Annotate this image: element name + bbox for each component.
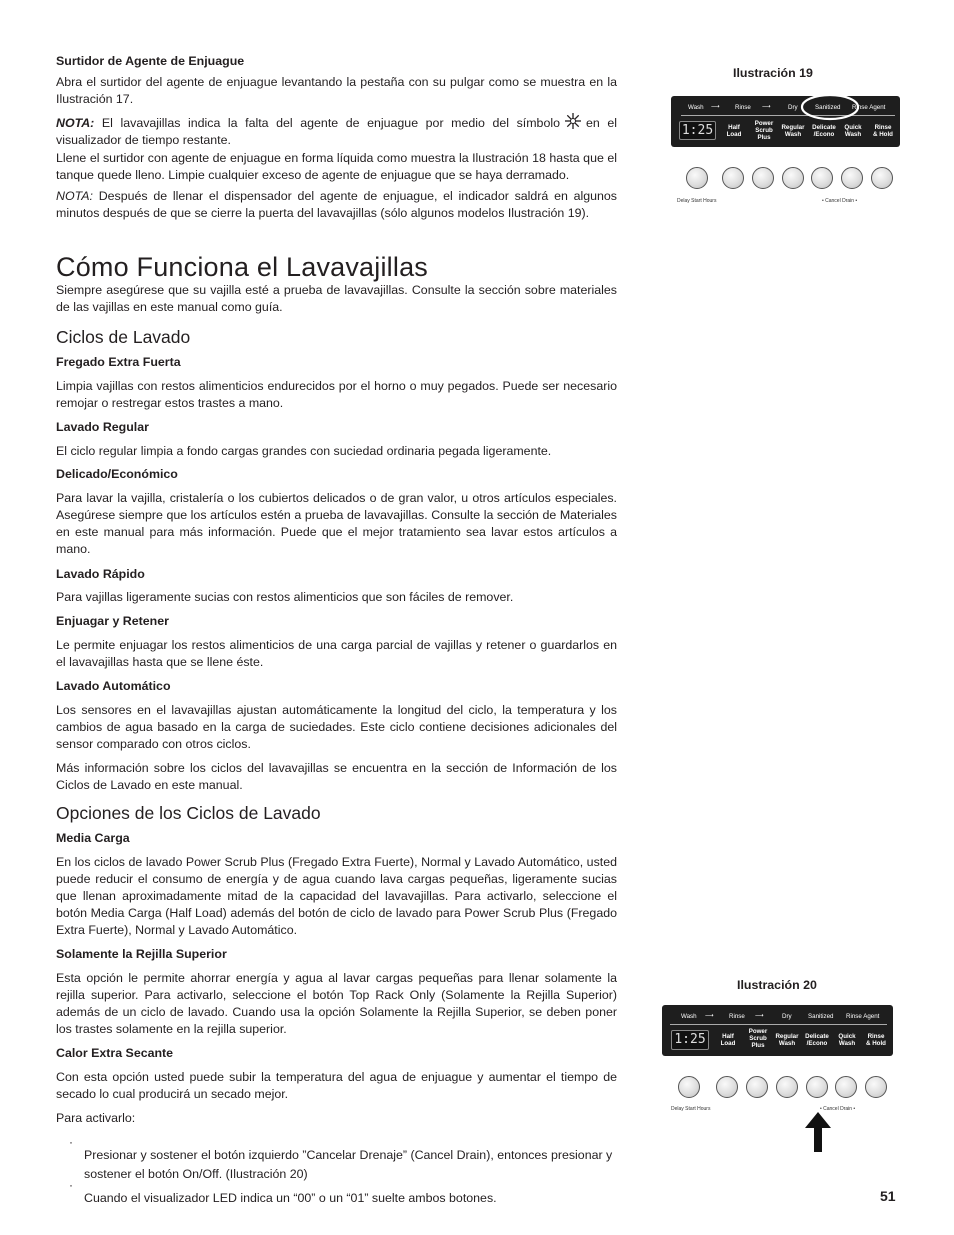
label-half-load: Half Load xyxy=(720,1033,736,1047)
arrow-icon: ⟶ xyxy=(705,1012,714,1019)
option-title: Solamente la Rejilla Superior xyxy=(56,947,227,961)
status-sanitized: Sanitized xyxy=(808,1013,834,1020)
rinse-hold-button[interactable] xyxy=(871,167,893,189)
delay-start-button[interactable] xyxy=(678,1076,700,1098)
label-rinse-hold: Rinse & Hold xyxy=(873,124,893,138)
options-heading: Opciones de los Ciclos de Lavado xyxy=(56,803,321,823)
status-rinse-agent: Rinse Agent xyxy=(852,104,886,111)
half-load-button[interactable] xyxy=(716,1076,738,1098)
note-label: NOTA: xyxy=(56,116,95,130)
rinse-hold-button[interactable] xyxy=(865,1076,887,1098)
label-quick-wash: Quick Wash xyxy=(844,124,862,138)
rinse-dispenser-heading: Surtidor de Agente de Enjuague xyxy=(56,54,245,68)
note1-text: El lavavajillas indica la falta del agente de enjuague por medio del símbolo xyxy=(101,116,560,130)
power-scrub-button[interactable] xyxy=(752,167,774,189)
rinse-dispenser-p2: Llene el surtidor con agente de enjuague en forma líquida como muestra la Ilustración 18 hasta que el tanque quede lleno. Limpie cualquier exceso de agente de enjuague que se haya derramado. xyxy=(56,151,617,182)
cycle-title: Fregado Extra Fuerta xyxy=(56,355,181,369)
bullet-mark: · xyxy=(69,1178,73,1192)
cycle-text: Para lavar la vajilla, cristalería o los cubiertos delicados o de gran valor, u otros artículos especiales. Asegúrese siempre que los artículos estén a prueba de lavavajillas. Consulte la sección de Materiales en este manual para más información. Puede que el mejor tratamiento sea lavar estos artículos a mano. xyxy=(56,491,617,556)
status-wash: Wash xyxy=(681,1013,697,1020)
rinse-agent-symbol-icon xyxy=(564,112,582,130)
status-sanitized: Sanitized xyxy=(815,104,841,111)
label-quick-wash: Quick Wash xyxy=(838,1033,856,1047)
activate-label: Para activarlo: xyxy=(56,1111,136,1125)
note2-text: Después de llenar el dispensador del agente de enjuague, el indicador saldrá en algunos minutos después de que se cierre la puerta del lavavajillas (sólo algunos modelos Ilustración 19). xyxy=(56,189,617,220)
intro-text: Siempre asegúrese que su vajilla esté a prueba de lavavajillas. Consulte la sección sobre materiales de las vajillas en este manual como guía. xyxy=(56,283,617,314)
delicate-econo-button[interactable] xyxy=(806,1076,828,1098)
cycle-title: Lavado Automático xyxy=(56,679,171,693)
note2-label: NOTA: xyxy=(56,189,93,203)
figure-19-title: Ilustración 19 xyxy=(733,66,813,80)
status-rinse: Rinse xyxy=(735,104,751,111)
arrow-icon: ⟶ xyxy=(762,103,771,110)
cycle-text: Los sensores en el lavavajillas ajustan automáticamente la longitud del ciclo, la temperatura y los cambios de agua basado en la carga de suciedades. Este ciclo contiene decisiones adicionales del sensor comparado con otros ciclos. xyxy=(56,703,617,751)
half-load-button[interactable] xyxy=(722,167,744,189)
bullet-mark: · xyxy=(69,1135,73,1149)
label-delicate-econo: Delicate /Econo xyxy=(812,124,836,138)
option-title: Calor Extra Secante xyxy=(56,1046,174,1060)
bullet-text: Presionar y sostener el botón izquierdo ”Cancelar Drenaje” (Cancel Drain), entonces presionar y sostener el botón On/Off. (Ilustración 20) xyxy=(84,1148,613,1182)
delicate-econo-button[interactable] xyxy=(811,167,833,189)
option-text: Esta opción le permite ahorrar energía y agua al lavar cargas pequeñas para llenar solamente la rejilla superior. Para activarlo, seleccione el botón Top Rack Only (Solamente la Rejilla Superior) además de un ciclo de lavado. Cuando usa la opción Solamente la Rejilla Superior, se deben poner los trastes solamente en la rejilla superior. xyxy=(56,971,617,1036)
cycle-title: Delicado/Económico xyxy=(56,467,178,481)
arrow-icon: ⟶ xyxy=(755,1012,764,1019)
cycle-text: Limpia vajillas con restos alimenticios endurecidos por el horno o muy pegados. Puede ser necesario remojar o restregar estos trastes a mano. xyxy=(56,379,617,410)
status-dry: Dry xyxy=(788,104,798,111)
cycle-text: Para vajillas ligeramente sucias con restos alimenticios que son fáciles de remover. xyxy=(56,590,514,604)
bullet-text: Cuando el visualizador LED indica un “00” o un “01” suelte ambos botones. xyxy=(84,1191,497,1206)
label-half-load: Half Load xyxy=(726,124,742,138)
label-regular-wash: Regular Wash xyxy=(781,124,805,138)
control-panel-fig20 xyxy=(662,1005,893,1056)
cancel-drain-caption: • Cancel Drain • xyxy=(822,198,858,204)
rinse-dispenser-note2 xyxy=(56,188,617,222)
highlight-circle-icon xyxy=(799,92,861,122)
label-power-scrub: Power Scrub Plus xyxy=(754,120,774,141)
label-power-scrub: Power Scrub Plus xyxy=(748,1028,768,1049)
page-title: Cómo Funciona el Lavavajillas xyxy=(56,252,428,282)
rinse-dispenser-p1: Abra el surtidor del agente de enjuague levantando la pestaña con su pulgar como se muestra en la Ilustración 17. xyxy=(56,75,617,106)
regular-wash-button[interactable] xyxy=(776,1076,798,1098)
status-rinse: Rinse xyxy=(729,1013,745,1020)
regular-wash-button[interactable] xyxy=(782,167,804,189)
highlight-ring xyxy=(802,95,858,119)
figure-20-title: Ilustración 20 xyxy=(737,978,817,992)
cycle-text: El ciclo regular limpia a fondo cargas grandes con suciedad ordinaria pegada ligeramente. xyxy=(56,444,552,458)
quick-wash-button[interactable] xyxy=(835,1076,857,1098)
list-item xyxy=(56,1177,617,1221)
delay-start-caption: Delay Start Hours xyxy=(671,1106,711,1112)
note1-text-after: en el visualizador de tiempo restante. xyxy=(56,116,617,147)
cycle-text: Le permite enjuagar los restos alimenticios de una carga parcial de vajillas y retener o guardarlos en el lavavajillas hasta que se llene éste. xyxy=(56,638,617,669)
cycles-more-info: Más información sobre los ciclos del lavavajillas se encuentra en la sección de Información de los Ciclos de Lavado en este manual. xyxy=(56,761,617,792)
pointer-arrow-icon xyxy=(804,1110,832,1154)
label-regular-wash: Regular Wash xyxy=(775,1033,799,1047)
cycle-title: Lavado Rápido xyxy=(56,567,145,581)
quick-wash-button[interactable] xyxy=(841,167,863,189)
cancel-drain-caption: • Cancel Drain • xyxy=(820,1106,856,1112)
time-display: 1:25 xyxy=(679,121,716,140)
page-number: 51 xyxy=(880,1188,896,1204)
arrow-shape xyxy=(805,1112,831,1152)
panel-divider xyxy=(681,115,895,116)
option-text: Con esta opción usted puede subir la temperatura del agua de enjuague y aumentar el tiempo de secado lo cual producirá un secado mejor. xyxy=(56,1070,617,1101)
delay-start-button[interactable] xyxy=(686,167,708,189)
panel-divider xyxy=(670,1024,887,1025)
cycle-title: Enjuagar y Retener xyxy=(56,614,169,628)
label-delicate-econo: Delicate /Econo xyxy=(805,1033,829,1047)
arrow-icon: ⟶ xyxy=(711,103,720,110)
control-panel-fig19 xyxy=(671,96,900,147)
delay-start-caption: Delay Start Hours xyxy=(677,198,717,204)
status-dry: Dry xyxy=(782,1013,792,1020)
cycle-title: Lavado Regular xyxy=(56,420,149,434)
option-text: En los ciclos de lavado Power Scrub Plus (Fregado Extra Fuerte), Normal y Lavado Automático, usted puede reducir el consumo de energía y de agua cuando lava cargas pequeñas, ligeramente sucias que llenan aproximadamente mitad de la capacidad del lavavajillas. Para activarlo, seleccione el botón Media Carga (Half Load) además del botón de ciclo de lavado para Power Scrub Plus (Fregado Extra Fuerte), Normal y Lavado Automático. xyxy=(56,855,617,937)
rinse-dispenser-note1 xyxy=(56,112,617,149)
label-rinse-hold: Rinse & Hold xyxy=(866,1033,886,1047)
option-title: Media Carga xyxy=(56,831,130,845)
power-scrub-button[interactable] xyxy=(746,1076,768,1098)
time-display: 1:25 xyxy=(671,1030,709,1050)
cycles-heading: Ciclos de Lavado xyxy=(56,327,191,347)
status-wash: Wash xyxy=(688,104,704,111)
status-rinse-agent: Rinse Agent xyxy=(846,1013,880,1020)
